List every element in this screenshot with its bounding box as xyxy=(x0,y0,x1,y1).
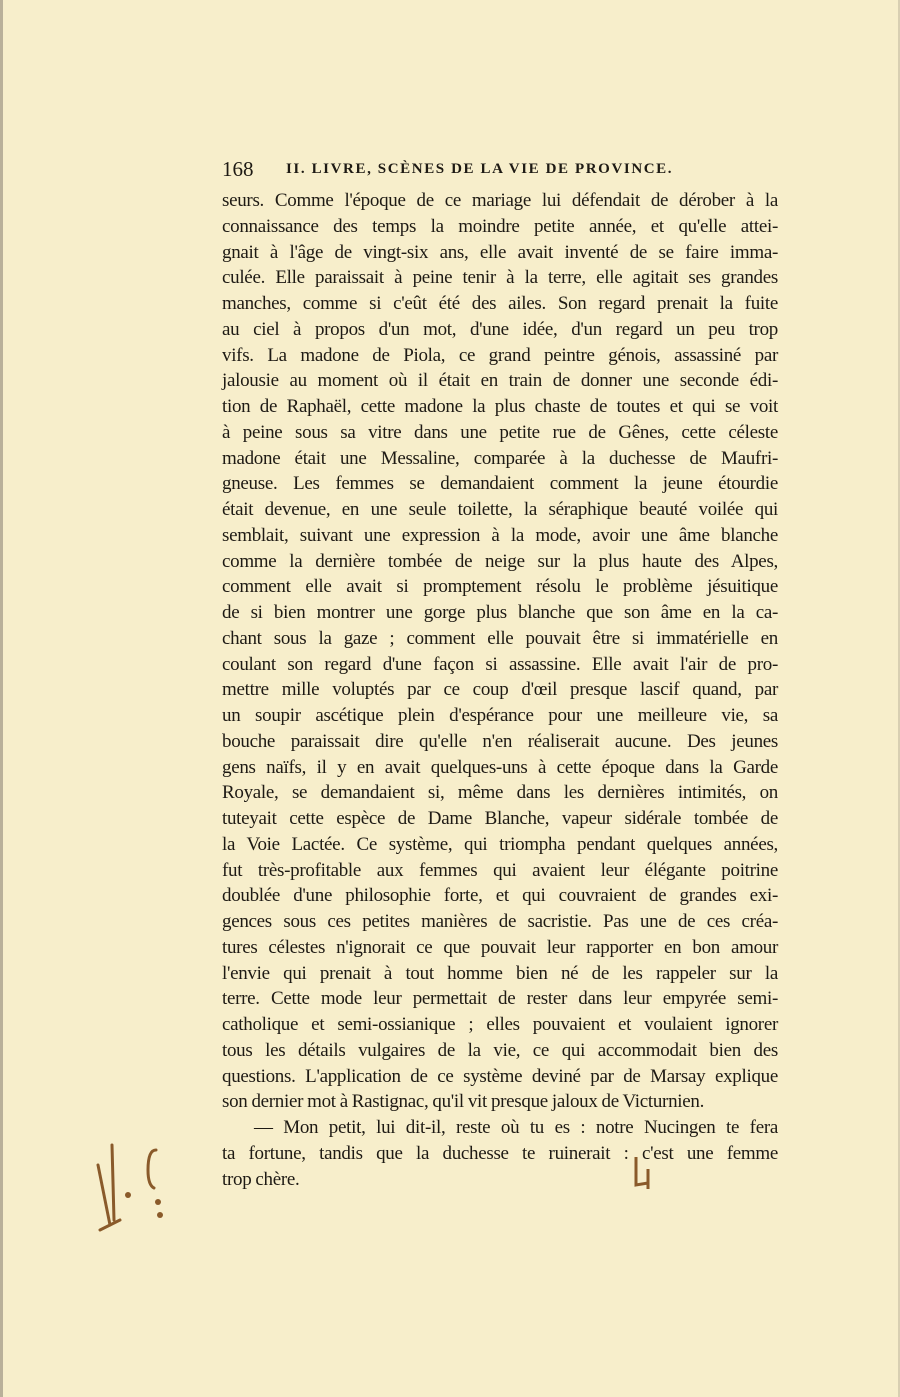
text-line: ta fortune, tandis que la duchesse te ruinerait : c'est une femme xyxy=(222,1142,778,1164)
handwritten-mark xyxy=(630,1155,654,1191)
handwritten-annotation xyxy=(90,1140,180,1235)
paragraph xyxy=(222,1115,778,1192)
text-line: manches, comme si c'eût été des ailes. Son regard prenait la fuite xyxy=(222,293,778,314)
text-line: fut très-profitable aux femmes qui avaient leur élégante poitrine xyxy=(222,859,778,881)
text-line: de si bien montrer une gorge plus blanche que son âme en la ca- xyxy=(222,602,778,623)
text-line: catholique et semi-ossianique ; elles pouvaient et voulaient ignorer xyxy=(222,1014,778,1035)
text-line: gneuse. Les femmes se demandaient comment la jeune étourdie xyxy=(222,473,778,495)
text-line: tures célestes n'ignorait ce que pouvait leur rapporter en bon amour xyxy=(222,936,778,958)
text-line: coulant son regard d'une façon si assassine. Elle avait l'air de pro- xyxy=(222,653,778,675)
text-line: — Mon petit, lui dit-il, reste où tu es : notre Nucingen te fera xyxy=(254,1117,778,1138)
text-line: tuteyait cette espèce de Dame Blanche, vapeur sidérale tombée de xyxy=(222,808,778,829)
text-line: l'envie qui prenait à tout homme bien né de les rappeler sur la xyxy=(222,962,778,984)
text-line: trop chère. xyxy=(222,1168,300,1190)
text-line: gences sous ces petites manières de sacristie. Pas une de ces créa- xyxy=(222,911,778,932)
paragraph xyxy=(222,188,778,1115)
text-line: seurs. Comme l'époque de ce mariage lui défendait de dérober à la xyxy=(222,190,778,211)
text-line: questions. L'application de ce système deviné par de Marsay explique xyxy=(222,1065,778,1087)
text-line: comment elle avait si promptement résolu le problème jésuitique xyxy=(222,576,778,598)
text-line: semblait, suivant une expression à la mode, avoir une âme blanche xyxy=(222,524,778,546)
text-line: était devenue, en une seule toilette, la séraphique beauté voilée qui xyxy=(222,499,778,520)
text-line: jalousie au moment où il était en train de donner une seconde édi- xyxy=(222,370,778,392)
text-line: doublée d'une philosophie forte, et qui couvraient de grandes exi- xyxy=(222,885,778,907)
text-line: un soupir ascétique plein d'espérance pour une meilleure vie, sa xyxy=(222,705,778,726)
text-line: madone était une Messaline, comparée à la duchesse de Maufri- xyxy=(222,447,778,469)
text-line: chant sous la gaze ; comment elle pouvait être si immatérielle en xyxy=(222,627,778,649)
scan-edge-left xyxy=(0,0,3,1397)
page-body xyxy=(222,188,778,1192)
text-line: terre. Cette mode leur permettait de rester dans leur empyrée semi- xyxy=(222,988,778,1010)
running-title: II. LIVRE, SCÈNES DE LA VIE DE PROVINCE. xyxy=(286,161,674,177)
text-line: culée. Elle paraissait à peine tenir à la terre, elle agitait ses grandes xyxy=(222,267,778,289)
text-line: connaissance des temps la moindre petite année, et qu'elle attei- xyxy=(222,215,778,237)
page-header xyxy=(222,157,782,183)
page-number: 168 xyxy=(222,157,254,181)
text-line: tous les détails vulgaires de la vie, ce qui accommodait bien des xyxy=(222,1039,778,1061)
text-line: gnait à l'âge de vingt-six ans, elle avait inventé de se faire imma- xyxy=(222,241,778,263)
text-line: à peine sous sa vitre dans une petite rue de Gênes, cette céleste xyxy=(222,421,778,443)
text-line: gens naïfs, il y en avait quelques-uns à cette époque dans la Garde xyxy=(222,756,778,778)
text-line: Royale, se demandaient si, même dans les dernières intimités, on xyxy=(222,782,778,804)
text-line: bouche paraissait dire qu'elle n'en réaliserait aucune. Des jeunes xyxy=(222,730,778,752)
text-line: son dernier mot à Rastignac, qu'il vit presque jaloux de Victurnien. xyxy=(222,1091,705,1113)
text-line: vifs. La madone de Piola, ce grand peintre génois, assassiné par xyxy=(222,344,778,366)
text-line: comme la dernière tombée de neige sur la plus haute des Alpes, xyxy=(222,550,778,572)
text-line: tion de Raphaël, cette madone la plus chaste de toutes et qui se voit xyxy=(222,396,778,417)
text-line: mettre mille voluptés par ce coup d'œil presque lascif quand, par xyxy=(222,679,778,701)
text-line: la Voie Lactée. Ce système, qui triompha pendant quelques années, xyxy=(222,833,778,855)
text-line: au ciel à propos d'un mot, d'une idée, d'un regard un peu trop xyxy=(222,318,778,340)
